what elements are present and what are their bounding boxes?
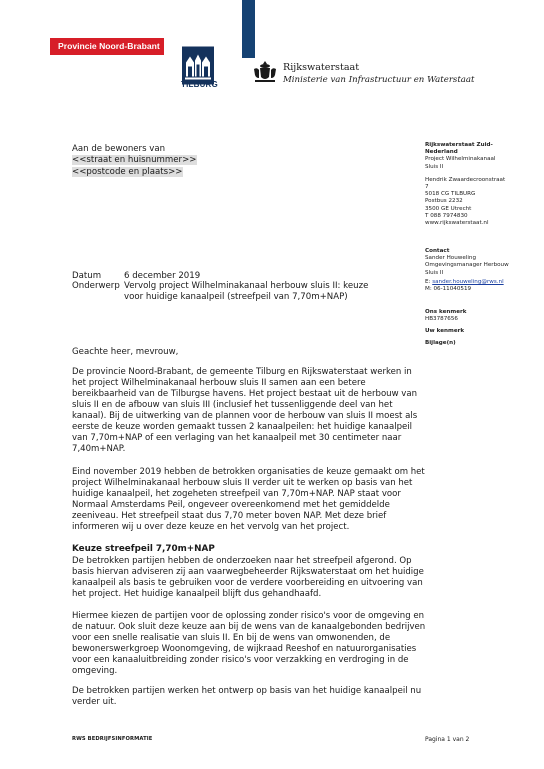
recipient-placeholder-street: <<straat en huisnummer>> — [72, 155, 197, 166]
sender-pobox: Postbus 2232 — [425, 198, 463, 205]
tilburg-logo-text: TILBURG — [181, 80, 218, 89]
provincie-noord-brabant-logo: Provincie Noord-Brabant — [50, 38, 164, 55]
contact-mobile: M: 06-11040519 — [425, 286, 472, 293]
text-line: project Wilhelminakanaal herbouw sluis II verder uit te werken op basis van het — [72, 478, 413, 488]
sender-org-2: Nederland — [425, 149, 458, 156]
sender-postal-2: 3500 GE Utrecht — [425, 205, 472, 212]
contact-block — [425, 248, 530, 293]
reference-block — [425, 309, 530, 347]
footer-classification: RWS BEDRIJFSINFORMATIE — [72, 736, 153, 742]
sender-street-2: 7 — [425, 184, 429, 191]
text-line: informeren wij u over deze keuze en het vervolg van het project. — [72, 522, 350, 532]
recipient-line: Aan de bewoners van — [72, 144, 166, 154]
text-line: kanaal). Bij de uitwerking van de plannen voor de herbouw van sluis II moest als — [72, 411, 418, 421]
paragraph-5 — [72, 686, 421, 708]
rws-crest-icon — [252, 60, 278, 84]
recipient-placeholder-postcode: <<postcode en plaats>> — [72, 166, 183, 177]
sender-project-2: Sluis II — [425, 163, 444, 170]
sender-street: Hendrik Zwaardecroonstraat — [425, 176, 506, 183]
text-line: voor een kanaaluitbreiding zonder risico's voor verzakking en verdroging in de — [72, 655, 409, 665]
text-line: De betrokken partijen werken het ontwerp op basis van het huidige kanaalpeil nu — [72, 686, 422, 696]
contact-email-link[interactable]: sander.houweling@rws.nl — [432, 278, 504, 285]
footer-page-number: Pagina 1 van 2 — [425, 736, 470, 743]
text-line: van 7,70m+NAP of een verlaging van het kanaalpeil met 30 centimeter naar — [72, 433, 402, 443]
text-line: Eind november 2019 hebben de betrokken organisaties de keuze gemaakt om het — [72, 467, 425, 477]
paragraph-2 — [72, 467, 425, 533]
text-line: Normaal Amsterdams Peil, ongeveer overeenkomend met het gemiddelde — [72, 500, 390, 510]
letter-meta — [72, 271, 368, 302]
bijlagen-label: Bijlage(n) — [425, 339, 456, 346]
onderwerp-label: Onderwerp — [72, 281, 120, 292]
text-line: het project Wilhelminakanaal herbouw sluis II samen aan een betere — [72, 378, 366, 388]
text-line: 7,40m+NAP. — [72, 444, 126, 454]
recipient-address — [72, 144, 197, 178]
contact-name: Sander Houweling — [425, 255, 476, 262]
contact-label: Contact — [425, 248, 450, 254]
rws-logo-name: Rijkswaterstaat — [283, 62, 360, 73]
sender-org: Rijkswaterstaat Zuid- — [425, 142, 493, 148]
text-line: eerste de keuze worden gemaakt tussen 2 kanaalpeilen: het huidige kanaalpeil — [72, 422, 413, 432]
text-line: de natuur. Ook sluit deze keuze aan bij de wens van de kanaalgebonden bedrijven — [72, 622, 426, 632]
contact-role: Omgevingsmanager Herbouw — [425, 262, 509, 269]
onderwerp-value: Vervolg project Wilhelminakanaal herbouw sluis II: keuze — [124, 281, 369, 292]
text-line: De betrokken partijen hebben de onderzoeken naar het streefpeil afgerond. Op — [72, 556, 412, 566]
section-heading: Keuze streefpeil 7,70m+NAP — [72, 544, 215, 554]
text-line: bereikbaarheid van de Tilburgse havens. Het project bestaat uit de herbouw van — [72, 389, 418, 399]
text-line: verder uit. — [72, 697, 117, 707]
sender-project: Project Wilhelminakanaal — [425, 156, 496, 163]
paragraph-3 — [72, 556, 424, 600]
sender-block — [425, 142, 530, 227]
ons-kenmerk-value: HB3787656 — [425, 316, 458, 323]
paragraph-1 — [72, 367, 417, 455]
text-line: basis hiervan adviseren zij aan vaarwegbeheerder Rijkswaterstaat om het huidige — [72, 567, 424, 577]
text-line: sluis II en de afbouw van sluis III (inclusief het tussenliggende deel van het — [72, 400, 393, 410]
text-line: omgeving. — [72, 666, 118, 676]
uw-kenmerk-label: Uw kenmerk — [425, 328, 465, 335]
paragraph-4 — [72, 611, 425, 677]
contact-role-2: Sluis II — [425, 269, 444, 276]
text-line: huidige kanaalpeil, het zogeheten streefpeil van 7,70m+NAP. NAP staat voor — [72, 489, 401, 499]
text-line: het project. Het huidige kanaalpeil blijft dus gehandhaafd. — [72, 589, 322, 599]
text-line: voor een snelle realisatie van sluis II. En bij de wens van omwonenden, de — [72, 633, 391, 643]
text-line: zeeniveau. Het streefpeil staat dus 7,70 meter boven NAP. Met deze brief — [72, 511, 387, 521]
ons-kenmerk-label: Ons kenmerk — [425, 309, 467, 315]
text-line: De provincie Noord-Brabant, de gemeente Tilburg en Rijkswaterstaat werken in — [72, 367, 412, 377]
rws-logo-bar — [242, 0, 255, 58]
sender-phone: T 088 7974830 — [425, 212, 468, 219]
sender-website: www.rijkswaterstaat.nl — [425, 220, 489, 227]
rws-logo-ministry: Ministerie van Infrastructuur en Waterstaat — [283, 75, 475, 85]
email-prefix: E: — [425, 278, 431, 285]
sender-postal: 5018 CG TILBURG — [425, 191, 476, 198]
text-line: Hiermee kiezen de partijen voor de oplossing zonder risico's voor de omgeving en — [72, 611, 425, 621]
datum-value: 6 december 2019 — [124, 271, 201, 281]
text-line: kanaalpeil als basis te gebruiken voor de verdere voorbereiding en uitvoering van — [72, 578, 423, 588]
text-line: bewonerswerkgroep Woonomgeving, de wijkraad Reeshof en natuurorganisaties — [72, 644, 417, 654]
salutation: Geachte heer, mevrouw, — [72, 347, 179, 357]
onderwerp-value-2: voor huidige kanaalpeil (streefpeil van 7,70m+NAP) — [124, 291, 348, 302]
datum-label: Datum — [72, 271, 102, 281]
